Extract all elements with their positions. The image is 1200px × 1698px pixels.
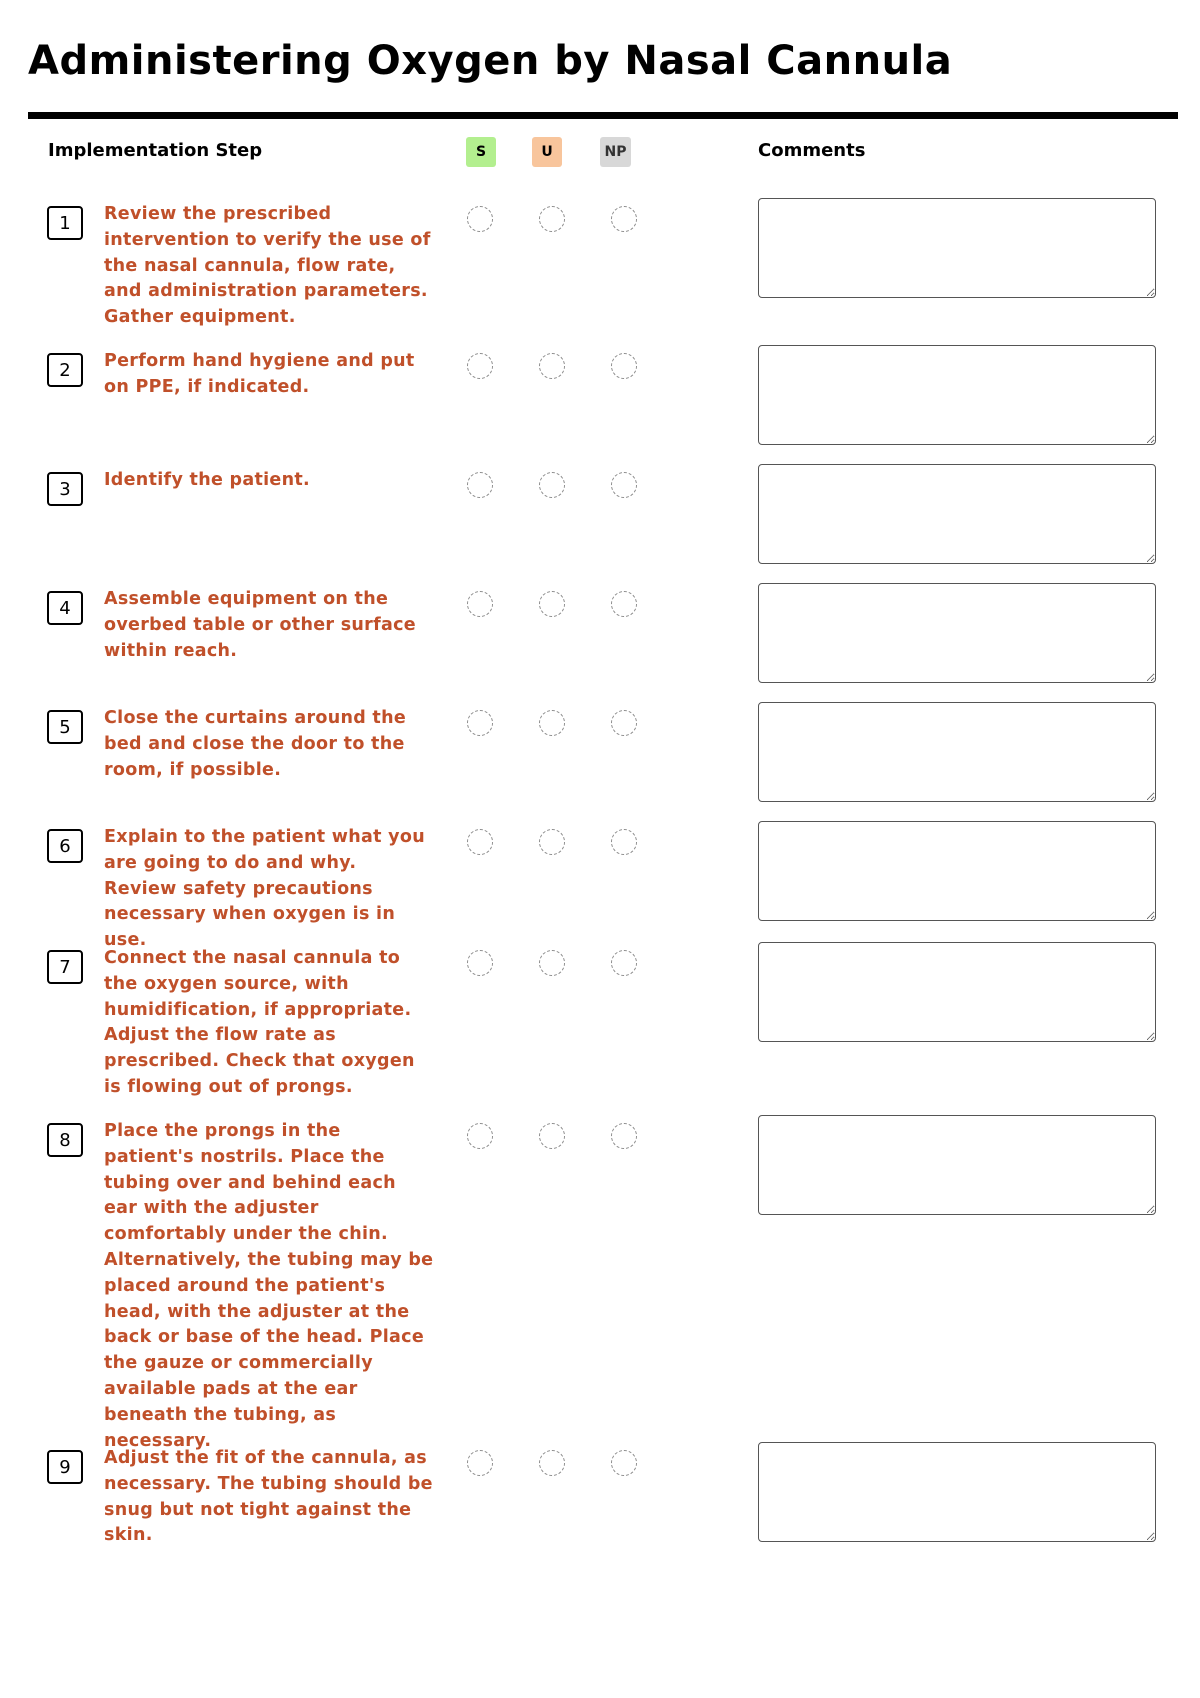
step-text: Connect the nasal cannula to the oxygen source, with humidification, if appropriate. Adjust the flow rate as prescribed. Check that oxygen is flowing out of prongs. <box>104 948 415 1097</box>
step-number: 3 <box>47 472 83 506</box>
step-4-u-radio[interactable] <box>539 591 565 617</box>
step-2-np-radio[interactable] <box>611 353 637 379</box>
step-text: Place the prongs in the patient's nostrils. Place the tubing over and behind each ear with the adjuster comfortably under the chin. Alternatively, the tubing may be placed around the patient's head, with the adjuster at the back or base of the head. Place the gauze or commercially available pads at the ear beneath the tubing, as necessary. <box>104 1121 434 1451</box>
step-9-np-radio[interactable] <box>611 1450 637 1476</box>
column-header-unsatisfactory: U <box>532 137 562 167</box>
step-6-comment[interactable] <box>758 821 1156 921</box>
step-7-np-radio[interactable] <box>611 950 637 976</box>
step-5-s-radio[interactable] <box>467 710 493 736</box>
step-text: Perform hand hygiene and put on PPE, if indicated. <box>104 351 415 397</box>
step-text: Assemble equipment on the overbed table or other surface within reach. <box>104 589 416 661</box>
column-header-satisfactory: S <box>466 137 496 167</box>
step-5-np-radio[interactable] <box>611 710 637 736</box>
step-6-u-radio[interactable] <box>539 829 565 855</box>
column-header-not-performed: NP <box>600 137 631 167</box>
step-1-u-radio[interactable] <box>539 206 565 232</box>
step-8-u-radio[interactable] <box>539 1123 565 1149</box>
step-9-u-radio[interactable] <box>539 1450 565 1476</box>
step-3-comment[interactable] <box>758 464 1156 564</box>
step-number: 2 <box>47 353 83 387</box>
step-7-s-radio[interactable] <box>467 950 493 976</box>
step-2-s-radio[interactable] <box>467 353 493 379</box>
step-4-np-radio[interactable] <box>611 591 637 617</box>
step-number: 5 <box>47 710 83 744</box>
step-5-u-radio[interactable] <box>539 710 565 736</box>
step-6-s-radio[interactable] <box>467 829 493 855</box>
step-number: 1 <box>47 206 83 240</box>
step-number: 4 <box>47 591 83 625</box>
step-8-comment[interactable] <box>758 1115 1156 1215</box>
step-number: 9 <box>47 1450 83 1484</box>
step-1-np-radio[interactable] <box>611 206 637 232</box>
step-1-s-radio[interactable] <box>467 206 493 232</box>
step-3-np-radio[interactable] <box>611 472 637 498</box>
step-4-s-radio[interactable] <box>467 591 493 617</box>
step-1-comment[interactable] <box>758 198 1156 298</box>
step-number: 7 <box>47 950 83 984</box>
step-7-u-radio[interactable] <box>539 950 565 976</box>
step-number: 6 <box>47 829 83 863</box>
column-header-comments: Comments <box>758 140 866 161</box>
step-3-s-radio[interactable] <box>467 472 493 498</box>
step-text: Close the curtains around the bed and close the door to the room, if possible. <box>104 708 407 780</box>
step-4-comment[interactable] <box>758 583 1156 683</box>
step-9-comment[interactable] <box>758 1442 1156 1542</box>
column-header-step: Implementation Step <box>48 140 263 161</box>
step-6-np-radio[interactable] <box>611 829 637 855</box>
title-divider <box>28 112 1178 119</box>
step-3-u-radio[interactable] <box>539 472 565 498</box>
step-7-comment[interactable] <box>758 942 1156 1042</box>
step-2-u-radio[interactable] <box>539 353 565 379</box>
step-9-s-radio[interactable] <box>467 1450 493 1476</box>
step-8-np-radio[interactable] <box>611 1123 637 1149</box>
step-text: Identify the patient. <box>104 470 310 490</box>
page-title: Administering Oxygen by Nasal Cannula <box>28 38 953 84</box>
step-number: 8 <box>47 1123 83 1157</box>
step-5-comment[interactable] <box>758 702 1156 802</box>
step-text: Explain to the patient what you are going to do and why. Review safety precautions necessary when oxygen is in use. <box>104 827 425 951</box>
step-text: Review the prescribed intervention to verify the use of the nasal cannula, flow rate, and administration parameters. Gather equipment. <box>104 204 431 328</box>
step-8-s-radio[interactable] <box>467 1123 493 1149</box>
step-2-comment[interactable] <box>758 345 1156 445</box>
step-text: Adjust the fit of the cannula, as necessary. The tubing should be snug but not tight against the skin. <box>104 1448 433 1546</box>
